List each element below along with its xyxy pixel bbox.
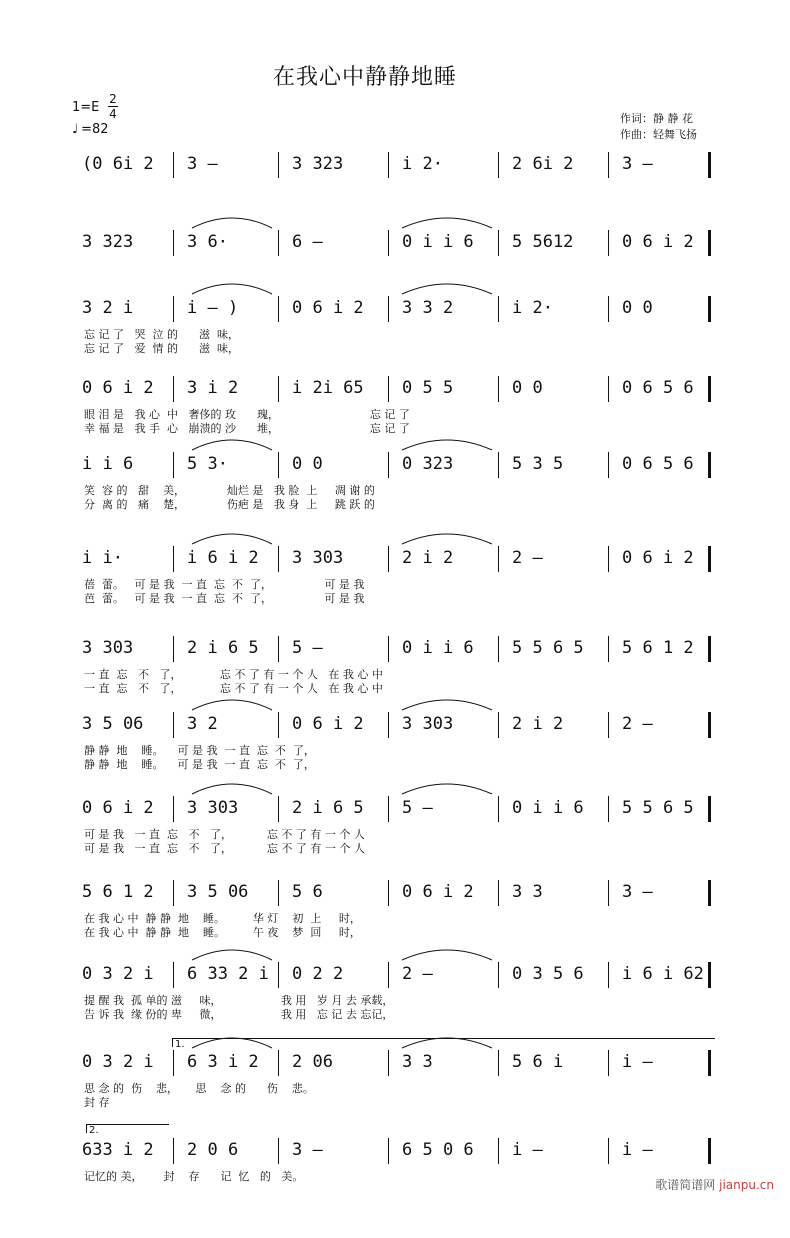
measure: 0 0: [622, 298, 653, 318]
slur: [402, 284, 492, 294]
measure: 0 6 i 2: [622, 548, 694, 568]
lyric-verse-1: 提 醒 我 孤 单的 滋 味， 我 用 岁 月 去 承载，: [84, 994, 394, 1007]
tempo-value: =82: [81, 122, 109, 137]
slur: [192, 534, 272, 544]
lyric-verse-2: 在 我 心 中 静 静 地 睡。 午 夜 梦 回 时，: [84, 926, 361, 939]
measure: 3 –: [622, 882, 653, 902]
lyric-verse-1: 记忆的 美， 封 存 记 忆 的 美。: [84, 1170, 304, 1183]
measure: 2 i 6 5: [292, 798, 364, 818]
slur-layer: [72, 774, 722, 804]
measure: 3 2 i: [82, 298, 134, 318]
measure: 0 i i 6: [512, 798, 584, 818]
measure: i 6 i 62: [622, 964, 704, 984]
measure: 3 i 2: [187, 378, 239, 398]
lyric-verse-1: 蓓 蕾。 可 是 我 一 直 忘 不 了， 可 是 我: [84, 578, 365, 591]
slur: [402, 534, 492, 544]
slur: [402, 440, 492, 450]
measure: 2 i 2: [512, 714, 564, 734]
slur-layer: [72, 1116, 722, 1146]
lyric-verse-2: 封 存: [84, 1096, 110, 1109]
lyric-verse-1: 在 我 心 中 静 静 地 睡。 华 灯 初 上 时，: [84, 912, 361, 925]
measure: 3 323: [292, 154, 344, 174]
measure: 5 6 1 2: [622, 638, 694, 658]
quarter-note-icon: ♩: [72, 122, 79, 137]
slur: [192, 784, 272, 794]
slur-layer: [72, 274, 722, 304]
measure: 0 3 2 i: [82, 1052, 154, 1072]
slur-layer: [72, 690, 722, 720]
measure: 0 3 2 i: [82, 964, 154, 984]
lyric-verse-1: 思 念 的 伤 悲， 思 念 的 伤 悲。: [84, 1082, 314, 1095]
slur: [402, 218, 492, 228]
measure: 5 –: [292, 638, 323, 658]
lyric-verse-1: 忘 记 了 哭 泣 的 滋 味，: [84, 328, 239, 341]
slur-layer: [72, 430, 722, 460]
measure: 3 –: [187, 154, 218, 174]
measure: 0 3 5 6: [512, 964, 584, 984]
measure: 3 –: [292, 1140, 323, 1160]
lyric-verse-1: 一 直 忘 不 了， 忘 不 了 有 一 个 人 在 我 心 中: [84, 668, 383, 681]
slur-layer: [72, 354, 722, 384]
measure: i i 6: [82, 454, 134, 474]
key-signature: 1=E: [72, 100, 100, 115]
measure: i 6 i 2: [187, 548, 259, 568]
slur: [402, 700, 492, 710]
measure: 0 6 i 2: [292, 298, 364, 318]
measure: i 2i 65: [292, 378, 364, 398]
meter-bottom: 4: [109, 107, 117, 121]
slur-layer: [72, 940, 722, 970]
measure: 2 06: [292, 1052, 333, 1072]
lyric-verse-2: 分 离 的 痛 楚， 伤疤 是 我 身 上 跳 跃 的: [84, 498, 375, 511]
measure: 0 2 2: [292, 964, 344, 984]
measure: 0 0: [292, 454, 323, 474]
measure: 0 6 i 2: [82, 798, 154, 818]
measure: 0 i i 6: [402, 232, 474, 252]
measure: 2 –: [402, 964, 433, 984]
measure: 2 –: [622, 714, 653, 734]
time-signature: [108, 92, 118, 121]
measure: 0 6 5 6: [622, 454, 694, 474]
slur-layer: [72, 524, 722, 554]
measure: 6 33 2 i: [187, 964, 269, 984]
lyric-verse-2: 芭 蕾。 可 是 我 一 直 忘 不 了， 可 是 我: [84, 592, 365, 605]
volta-second: 2.: [86, 1124, 169, 1133]
measure: 5 3 5: [512, 454, 564, 474]
slur: [402, 784, 492, 794]
slur: [192, 218, 272, 228]
watermark-url: jianpu.cn: [719, 1178, 774, 1192]
measure: 2 i 2: [402, 548, 454, 568]
measure: 3 2: [187, 714, 218, 734]
lyric-verse-1: 笑 容 的 甜 美， 灿烂 是 我 脸 上 凋 谢 的: [84, 484, 375, 497]
composer-credit: 作曲：轻舞飞扬: [620, 128, 697, 141]
measure: 2 6i 2: [512, 154, 574, 174]
measure: 3 303: [402, 714, 454, 734]
watermark-text: 歌谱简谱网: [655, 1178, 716, 1192]
measure: 3 323: [82, 232, 134, 252]
measure: i i·: [82, 548, 123, 568]
measure: 2 –: [512, 548, 543, 568]
watermark: [655, 1176, 774, 1193]
lyric-verse-1: 可 是 我 一 直 忘 不 了， 忘 不 了 有 一 个 人: [84, 828, 365, 841]
measure: 3 –: [622, 154, 653, 174]
measure: 0 0: [512, 378, 543, 398]
measure: (0 6i 2: [82, 154, 154, 174]
slur: [192, 700, 272, 710]
measure: 3 3: [512, 882, 543, 902]
measure: 0 6 5 6: [622, 378, 694, 398]
measure: 0 6 i 2: [402, 882, 474, 902]
measure: i 2·: [512, 298, 553, 318]
slur: [192, 284, 272, 294]
measure: 6 –: [292, 232, 323, 252]
measure: 2 0 6: [187, 1140, 239, 1160]
measure: i –: [622, 1140, 653, 1160]
measure: 2 i 6 5: [187, 638, 259, 658]
slur-layer: [72, 858, 722, 888]
slur: [192, 950, 272, 960]
slur: [192, 440, 272, 450]
measure: 0 6 i 2: [292, 714, 364, 734]
measure: 0 6 i 2: [82, 378, 154, 398]
slur-layer: [72, 614, 722, 644]
measure: 5 5 6 5: [512, 638, 584, 658]
lyric-verse-2: 静 静 地 睡。 可 是 我 一 直 忘 不 了，: [84, 758, 315, 771]
lyric-verse-2: 可 是 我 一 直 忘 不 了， 忘 不 了 有 一 个 人: [84, 842, 365, 855]
measure: 3 303: [82, 638, 134, 658]
slur: [402, 950, 492, 960]
measure: i –: [512, 1140, 543, 1160]
lyric-verse-1: 静 静 地 睡。 可 是 我 一 直 忘 不 了，: [84, 744, 315, 757]
measure: 0 i i 6: [402, 638, 474, 658]
slur-layer: [72, 208, 722, 238]
song-title: 在我心中静静地睡: [272, 65, 457, 90]
measure: 5 3·: [187, 454, 228, 474]
lyric-verse-2: 一 直 忘 不 了， 忘 不 了 有 一 个 人 在 我 心 中: [84, 682, 383, 695]
measure: 5 5612: [512, 232, 574, 252]
measure: 5 –: [402, 798, 433, 818]
measure: i –: [622, 1052, 653, 1072]
lyricist-credit: 作词：静 静 花: [620, 112, 693, 125]
measure: 6 3 i 2: [187, 1052, 259, 1072]
measure: 3 303: [292, 548, 344, 568]
lyric-verse-1: 眼 泪 是 我 心 中 奢侈的 玫 瑰， 忘 记 了: [84, 408, 410, 421]
volta-first: 1.: [172, 1038, 715, 1047]
measure: 0 5 5: [402, 378, 454, 398]
slur-layer: [72, 130, 722, 160]
measure: 5 6 1 2: [82, 882, 154, 902]
measure: 0 6 i 2: [622, 232, 694, 252]
measure: 3 303: [187, 798, 239, 818]
measure: i 2·: [402, 154, 443, 174]
measure: i – ): [187, 298, 239, 318]
measure: 3 6·: [187, 232, 228, 252]
staff-row: [72, 1138, 722, 1238]
measure: 5 6 i: [512, 1052, 564, 1072]
measure: 5 6: [292, 882, 323, 902]
lyric-verse-2: 告 诉 我 缘 份的 卑 微， 我 用 忘 记 去 忘记，: [84, 1008, 394, 1021]
measure: 6 5 0 6: [402, 1140, 474, 1160]
measure: 3 5 06: [82, 714, 144, 734]
measure: 3 5 06: [187, 882, 249, 902]
measure: 3 3 2: [402, 298, 454, 318]
measure: 3 3: [402, 1052, 433, 1072]
lyric-verse-2: 忘 记 了 爱 情 的 滋 味，: [84, 342, 239, 355]
meter-top: 2: [109, 92, 117, 106]
measure: 0 323: [402, 454, 454, 474]
measure: 633 i 2: [82, 1140, 154, 1160]
measure: 5 5 6 5: [622, 798, 694, 818]
lyric-verse-2: 幸 福 是 我 手 心 崩溃的 沙 堆， 忘 记 了: [84, 422, 410, 435]
